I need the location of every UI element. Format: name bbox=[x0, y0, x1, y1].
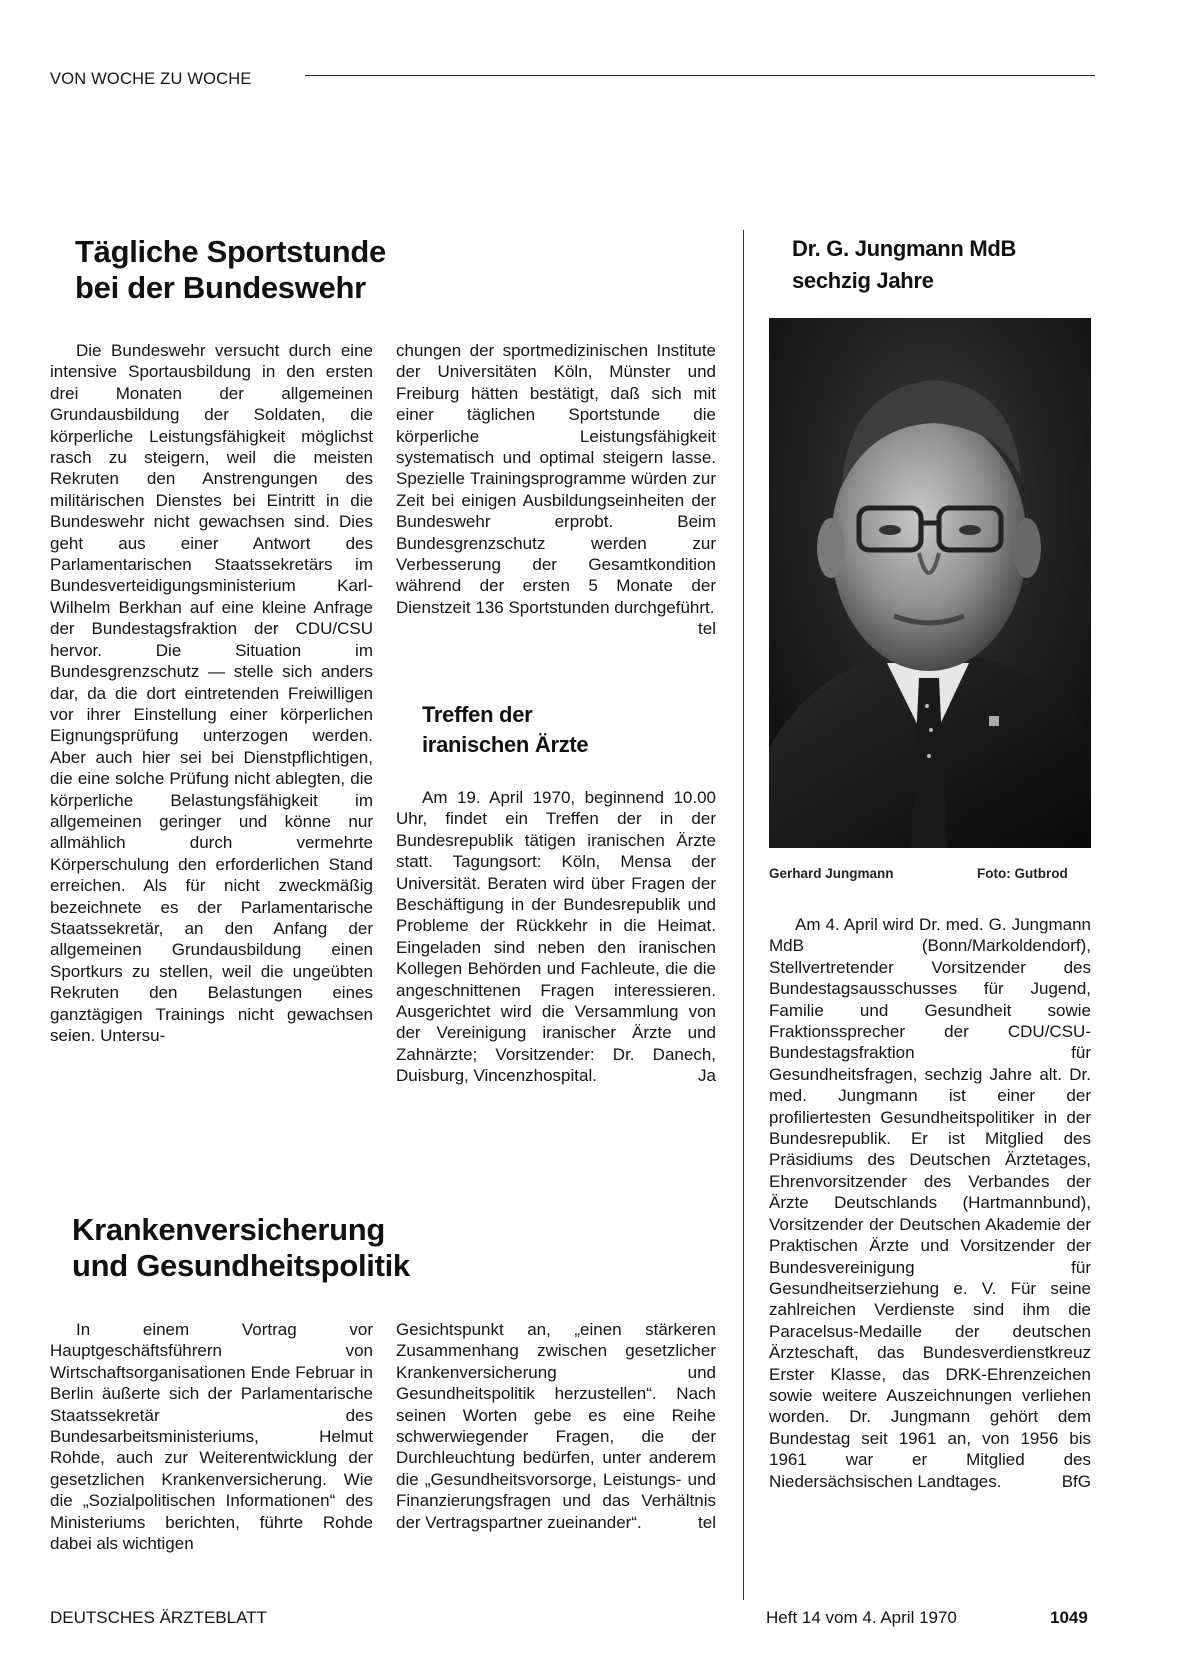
photo-caption-name: Gerhard Jungmann bbox=[769, 866, 894, 881]
article-text: chungen der sportmedizinischen Institute der Universitäten Köln, Münster und Freiburg hätten bestätigt, daß sich mit einer täglichen Sportstunde die körperliche Leistungsfähigkeit systematisch und optimal steigern lasse. Spezielle Trainingsprogramme würden zur Zeit bei einigen Ausbildungseinheiten der Bundeswehr erprobt. Beim Bundesgrenzschutz werden zur Verbesserung der Gesamtkondition während der ersten 5 Monate der Dienstzeit 136 Sportstunden durchgeführt. tel bbox=[396, 341, 716, 639]
footer-journal: DEUTSCHES ÄRZTEBLATT bbox=[50, 1608, 267, 1627]
article-sport-headline bbox=[75, 234, 386, 305]
article-text: Die Bundeswehr versucht durch eine intensive Sportausbildung in den ersten drei Monaten der allgemeinen Grundausbildung der Soldaten, die körperliche Leistungsfähigkeit möglichst rasch zu steigern, weil die meisten Rekruten den Anstrengungen des militärischen Dienstes bei Eintritt in die Bundeswehr nicht gewachsen sind. Dies geht aus einer Antwort des Parlamentarischen Staatssekretärs im Bundesverteidigungsministerium Karl-Wilhelm Berkhan auf eine kleine Anfrage der Bundestagsfraktion der CDU/CSU hervor. Die Situation im Bundesgrenzschutz — stelle sich anders dar, da die dort eintretenden Freiwilligen vor ihrer Einstellung einer körperlichen Eignungsprüfung unterzogen werden. Aber auch hier sei bei Dienstpflichtigen, die eine solche Prüfung nicht ablegten, die körperliche Belastungsfähigkeit im allgemeinen geringer und könne nur allmählich durch vermehrte Körperschulung den erforderlichen Stand erreichen. Als für nicht zweckmäßig bezeichnete es der Parlamentarische Staatssekretär, an den Anfang der allgemeinen Grundausbildung einen Sportkurs zu stellen, weil die ungeübten Rekruten den Belastungen eines ganztägigen Trainings nicht gewachsen seien. Untersu- bbox=[50, 341, 373, 1045]
headline-line: bei der Bundeswehr bbox=[75, 269, 366, 305]
article-text: Gesichtspunkt an, „einen stärkeren Zusammenhang zwischen gesetzlicher Krankenversicherung und Gesundheitspolitik herzustellen“. Nach seinen Worten gebe es eine Reihe schwerwiegender Fragen, die der Durchleuchtung bedürfen, unter anderem die „Gesundheitsvorsorge, Leistungs- und Finanzierungsfragen und das Verhältnis der Vertragspartner zueinander“. tel bbox=[396, 1320, 716, 1532]
headline-line: sechzig Jahre bbox=[792, 267, 934, 293]
article-text: In einem Vortrag vor Hauptgeschäftsführern von Wirtschaftsorganisationen Ende Februar in Berlin äußerte sich der Parlamentarische Staatssekretär des Bundesarbeitsministeriums, Helmut Rohde, auch zur Weiterentwicklung der gesetzlichen Krankenversicherung. Wie die „Sozialpolitischen Informationen“ des Ministeriums berichten, führte Rohde dabei als wichtigen bbox=[50, 1320, 373, 1554]
headline-line: Krankenversicherung bbox=[72, 1212, 386, 1247]
portrait-image bbox=[769, 318, 1091, 848]
article-kv-col2 bbox=[396, 1319, 716, 1533]
column-divider bbox=[743, 230, 744, 1600]
article-kv-headline bbox=[72, 1212, 410, 1283]
article-iran-headline bbox=[422, 700, 588, 760]
portrait-photo bbox=[769, 318, 1091, 848]
article-kv-col1 bbox=[50, 1319, 373, 1554]
author-signature: tel bbox=[698, 619, 716, 639]
page-number: 1049 bbox=[1050, 1608, 1088, 1627]
headline-line: Tägliche Sportstunde bbox=[75, 234, 386, 269]
article-sport-col1 bbox=[50, 340, 373, 1046]
headline-line: und Gesundheitspolitik bbox=[72, 1247, 410, 1283]
author-signature: Ja bbox=[698, 1066, 716, 1086]
author-signature: tel bbox=[698, 1512, 716, 1532]
author-signature: BfG bbox=[1061, 1471, 1091, 1491]
running-head: VON WOCHE ZU WOCHE bbox=[50, 70, 252, 88]
photo-caption-credit: Foto: Gutbrod bbox=[977, 866, 1068, 881]
article-jungmann-body bbox=[769, 914, 1091, 1492]
article-text: Am 4. April wird Dr. med. G. Jungmann MdB (Bonn/Markoldendorf), Stellvertretender Vorsitzender des Bundestagsausschusses für Jugend, Familie und Gesundheit sowie Fraktionssprecher der CDU/CSU-Bundestagsfraktion für Gesundheitsfragen, sechzig Jahre alt. Dr. med. Jungmann ist einer der profiliertesten Gesundheitspolitiker in der Bundesrepublik. Er ist Mitglied des Präsidiums des Deutschen Ärztetages, Ehrenvorsitzender des Verbandes der Ärzte Deutschlands (Hartmannbund), Vorsitzender der Deutschen Akademie der Praktischen Ärzte und Vorsitzender der Bundesvereinigung für Gesundheitserziehung e. V. Für seine zahlreichen Verdienste sind ihm die Paracelsus-Medaille der deutschen Ärzteschaft, das Bundesverdienstkreuz Erster Klasse, das DRK-Ehrenzeichen sowie weitere Auszeichnungen verliehen worden. Dr. Jungmann gehört dem Bundestag seit 1961 an, von 1956 bis 1961 war er Mitglied des Niedersächsischen Landtages. BfG bbox=[769, 915, 1091, 1491]
article-iran-body bbox=[396, 787, 716, 1087]
article-sport-col2 bbox=[396, 340, 716, 640]
headline-line: Dr. G. Jungmann MdB bbox=[792, 236, 1017, 261]
footer-issue: Heft 14 vom 4. April 1970 bbox=[766, 1608, 957, 1627]
article-jungmann-headline bbox=[792, 233, 1016, 297]
header-rule bbox=[305, 75, 1095, 76]
headline-line: iranischen Ärzte bbox=[422, 731, 589, 757]
headline-line: Treffen der bbox=[422, 702, 533, 727]
article-text: Am 19. April 1970, beginnend 10.00 Uhr, findet ein Treffen der in der Bundesrepublik tätigen iranischen Ärzte statt. Tagungsort: Köln, Mensa der Universität. Beraten wird über Fragen der Beschäftigung in der Bundesrepublik und Probleme der Rückkehr in die Heimat. Eingeladen sind neben den iranischen Kollegen Behörden und Fachleute, die die angeschnittenen Fragen interessieren. Ausgerichtet wird die Versammlung von der Vereinigung iranischer Ärzte und Zahnärzte; Vorsitzender: Dr. Danech, Duisburg, Vincenzhospital. Ja bbox=[396, 788, 716, 1086]
